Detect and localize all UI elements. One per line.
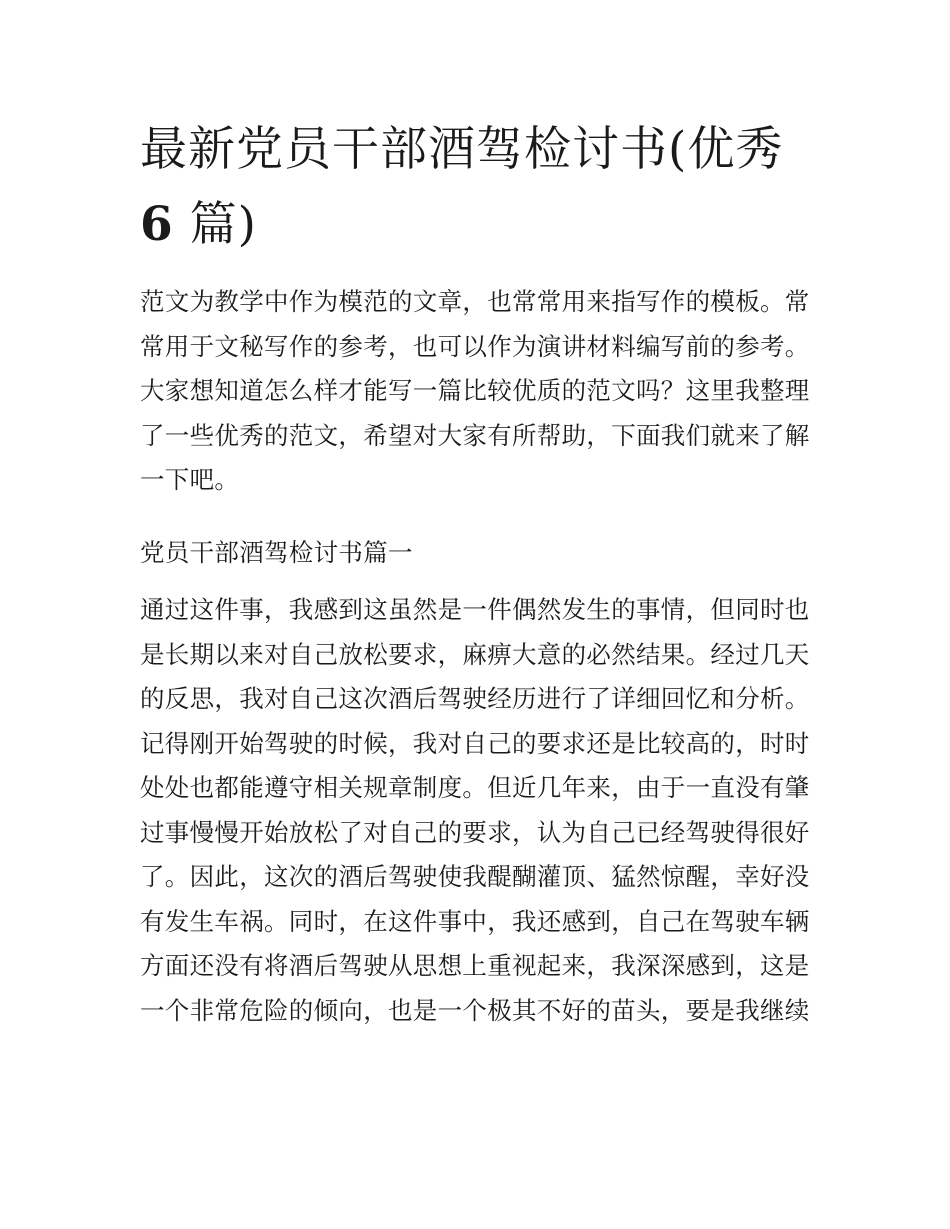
document-title (140, 112, 820, 262)
section-paragraph (140, 588, 820, 1033)
section-line: 记得刚开始驾驶的时候，我对自己的要求还是比较高的，时时 (140, 728, 810, 758)
title-line-1: 最新党员干部酒驾检讨书(优秀 (140, 122, 784, 177)
section-line: 通过这件事，我感到这虽然是一件偶然发生的事情，但同时也 (140, 595, 810, 624)
title-number: 6 (140, 197, 174, 252)
intro-paragraph (140, 280, 820, 503)
section-line: 一个非常危险的倾向，也是一个极其不好的苗头，要是我继续 (140, 995, 810, 1025)
intro-line: 大家想知道怎么样才能写一篇比较优质的范文吗？这里我整理 (140, 376, 810, 405)
section-heading: 党员干部酒驾检讨书篇一 (140, 538, 413, 567)
intro-line: 常用于文秘写作的参考，也可以作为演讲材料编写前的参考。 (140, 331, 810, 361)
intro-line: 一下吧。 (140, 465, 240, 494)
section-line: 方面还没有将酒后驾驶从思想上重视起来，我深深感到，这是 (140, 951, 810, 980)
title-line-2 (140, 187, 820, 262)
section-line: 处处也都能遵守相关规章制度。但近几年来，由于一直没有肇 (140, 773, 810, 802)
title-suffix: 篇) (189, 197, 257, 252)
section-line: 了。因此，这次的酒后驾驶使我醍醐灌顶、猛然惊醒，幸好没 (140, 862, 810, 891)
section-line: 的反思，我对自己这次酒后驾驶经历进行了详细回忆和分析。 (140, 684, 810, 713)
section-line: 是长期以来对自己放松要求，麻痹大意的必然结果。经过几天 (140, 639, 810, 669)
section-line: 有发生车祸。同时，在这件事中，我还感到，自己在驾驶车辆 (140, 906, 810, 936)
intro-line: 了一些优秀的范文，希望对大家有所帮助，下面我们就来了解 (140, 420, 810, 450)
intro-line: 范文为教学中作为模范的文章，也常常用来指写作的模板。常 (140, 287, 810, 316)
section-line: 过事慢慢开始放松了对自己的要求，认为自己已经驾驶得很好 (140, 817, 810, 847)
